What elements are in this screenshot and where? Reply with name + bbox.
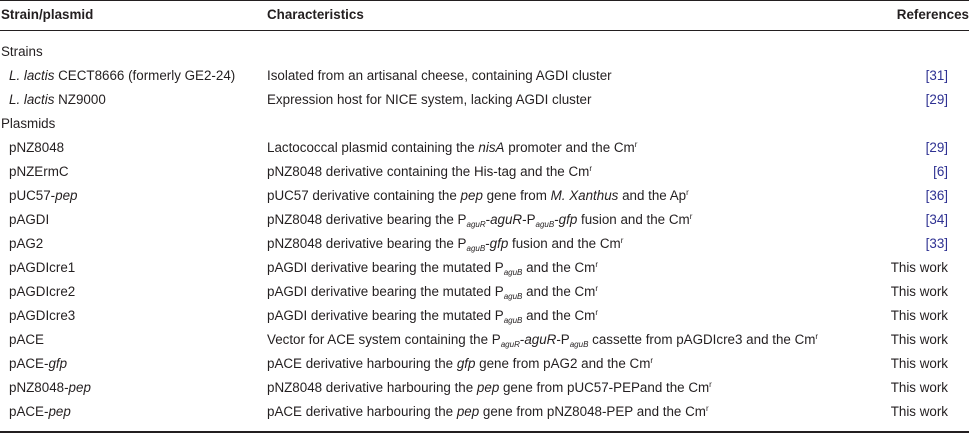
table-row — [0, 185, 969, 207]
plasmid-name: pACE-gfp — [9, 356, 68, 371]
reference-text: This work — [890, 260, 948, 275]
characteristics: pAGDI derivative bearing the mutated $P_{aguB}$ and the Cm$^r$ — [267, 308, 599, 325]
characteristics: Vector for ACE system containing the $P_{aguR}-aguR-P_{aguB}$ cassette from pAGDIcre3 and the Cm$^r$ — [267, 332, 819, 349]
header-references: References — [896, 7, 969, 22]
characteristics: pNZ8048 derivative bearing the $P_{aguR}-aguR-P_{aguB}$-gfp fusion and the Cm$^r$ — [267, 212, 693, 229]
table-row — [0, 233, 969, 255]
characteristics: pAGDI derivative bearing the mutated $P_{aguB}$ and the Cm$^r$ — [267, 260, 599, 277]
reference-text: This work — [890, 404, 948, 419]
section-title-plasmids: Plasmids — [1, 116, 56, 131]
table-row — [0, 401, 969, 423]
plasmid-name: pACE — [9, 332, 44, 347]
reference-link[interactable]: [34] — [925, 212, 948, 227]
table-row — [0, 209, 969, 231]
plasmid-name: pNZ8048-pep — [9, 380, 91, 395]
characteristics: Lactococcal plasmid containing the nisA promoter and the Cm$^r$ — [267, 140, 638, 155]
characteristics: Expression host for NICE system, lacking AGDI cluster — [267, 92, 592, 107]
characteristics: pNZ8048 derivative containing the His-tag and the Cm$^r$ — [267, 164, 592, 179]
table-row — [0, 353, 969, 375]
characteristics: Isolated from an artisanal cheese, containing AGDI cluster — [267, 68, 612, 83]
reference-link[interactable]: [36] — [925, 188, 948, 203]
header-row — [0, 4, 969, 26]
strain-name: L. lactis NZ9000 — [9, 92, 106, 107]
bottom-rule — [0, 431, 969, 433]
plasmid-name: pAGDIcre3 — [9, 308, 76, 323]
reference-link[interactable]: [31] — [925, 68, 948, 83]
table-row — [0, 257, 969, 279]
table-row — [0, 329, 969, 351]
plasmid-name: pNZ8048 — [9, 140, 65, 155]
reference-text: This work — [890, 284, 948, 299]
characteristics: pAGDI derivative bearing the mutated $P_{aguB}$ and the Cm$^r$ — [267, 284, 599, 301]
plasmid-name: pNZErmC — [9, 164, 69, 179]
reference-link[interactable]: [29] — [925, 140, 948, 155]
characteristics: pNZ8048 derivative bearing the $P_{aguB}$-gfp fusion and the Cm$^r$ — [267, 236, 624, 253]
header-strain: Strain/plasmid — [1, 7, 94, 22]
table-row — [0, 89, 969, 111]
table-row — [0, 377, 969, 399]
strain-name: L. lactis CECT8666 (formerly GE2-24) — [9, 68, 236, 83]
plasmid-name: pAGDI — [9, 212, 50, 227]
top-rule — [0, 0, 969, 1]
characteristics: pACE derivative harbouring the pep gene from pNZ8048-PEP and the Cm$^r$ — [267, 404, 709, 419]
characteristics: pNZ8048 derivative harbouring the pep gene from pUC57-PEPand the Cm$^r$ — [267, 380, 712, 395]
table-row — [0, 281, 969, 303]
header-characteristics: Characteristics — [267, 7, 364, 22]
plasmid-name: pAGDIcre1 — [9, 260, 76, 275]
characteristics: pACE derivative harbouring the gfp gene from pAG2 and the Cm$^r$ — [267, 356, 654, 371]
reference-link[interactable]: [6] — [933, 164, 948, 179]
characteristics: pUC57 derivative containing the pep gene from M. Xanthus and the Ap$^r$ — [267, 188, 689, 203]
plasmid-name: pACE-pep — [9, 404, 71, 419]
reference-text: This work — [890, 356, 948, 371]
plasmid-name: pUC57-pep — [9, 188, 78, 203]
table-row — [0, 65, 969, 87]
reference-link[interactable]: [29] — [925, 92, 948, 107]
reference-link[interactable]: [33] — [925, 236, 948, 251]
header-rule — [0, 30, 969, 31]
reference-text: This work — [890, 380, 948, 395]
reference-text: This work — [890, 332, 948, 347]
plasmid-name: pAG2 — [9, 236, 44, 251]
table-row — [0, 305, 969, 327]
plasmid-name: pAGDIcre2 — [9, 284, 76, 299]
section-title-strains: Strains — [1, 44, 43, 59]
reference-text: This work — [890, 308, 948, 323]
table-row — [0, 137, 969, 159]
table-row — [0, 161, 969, 183]
